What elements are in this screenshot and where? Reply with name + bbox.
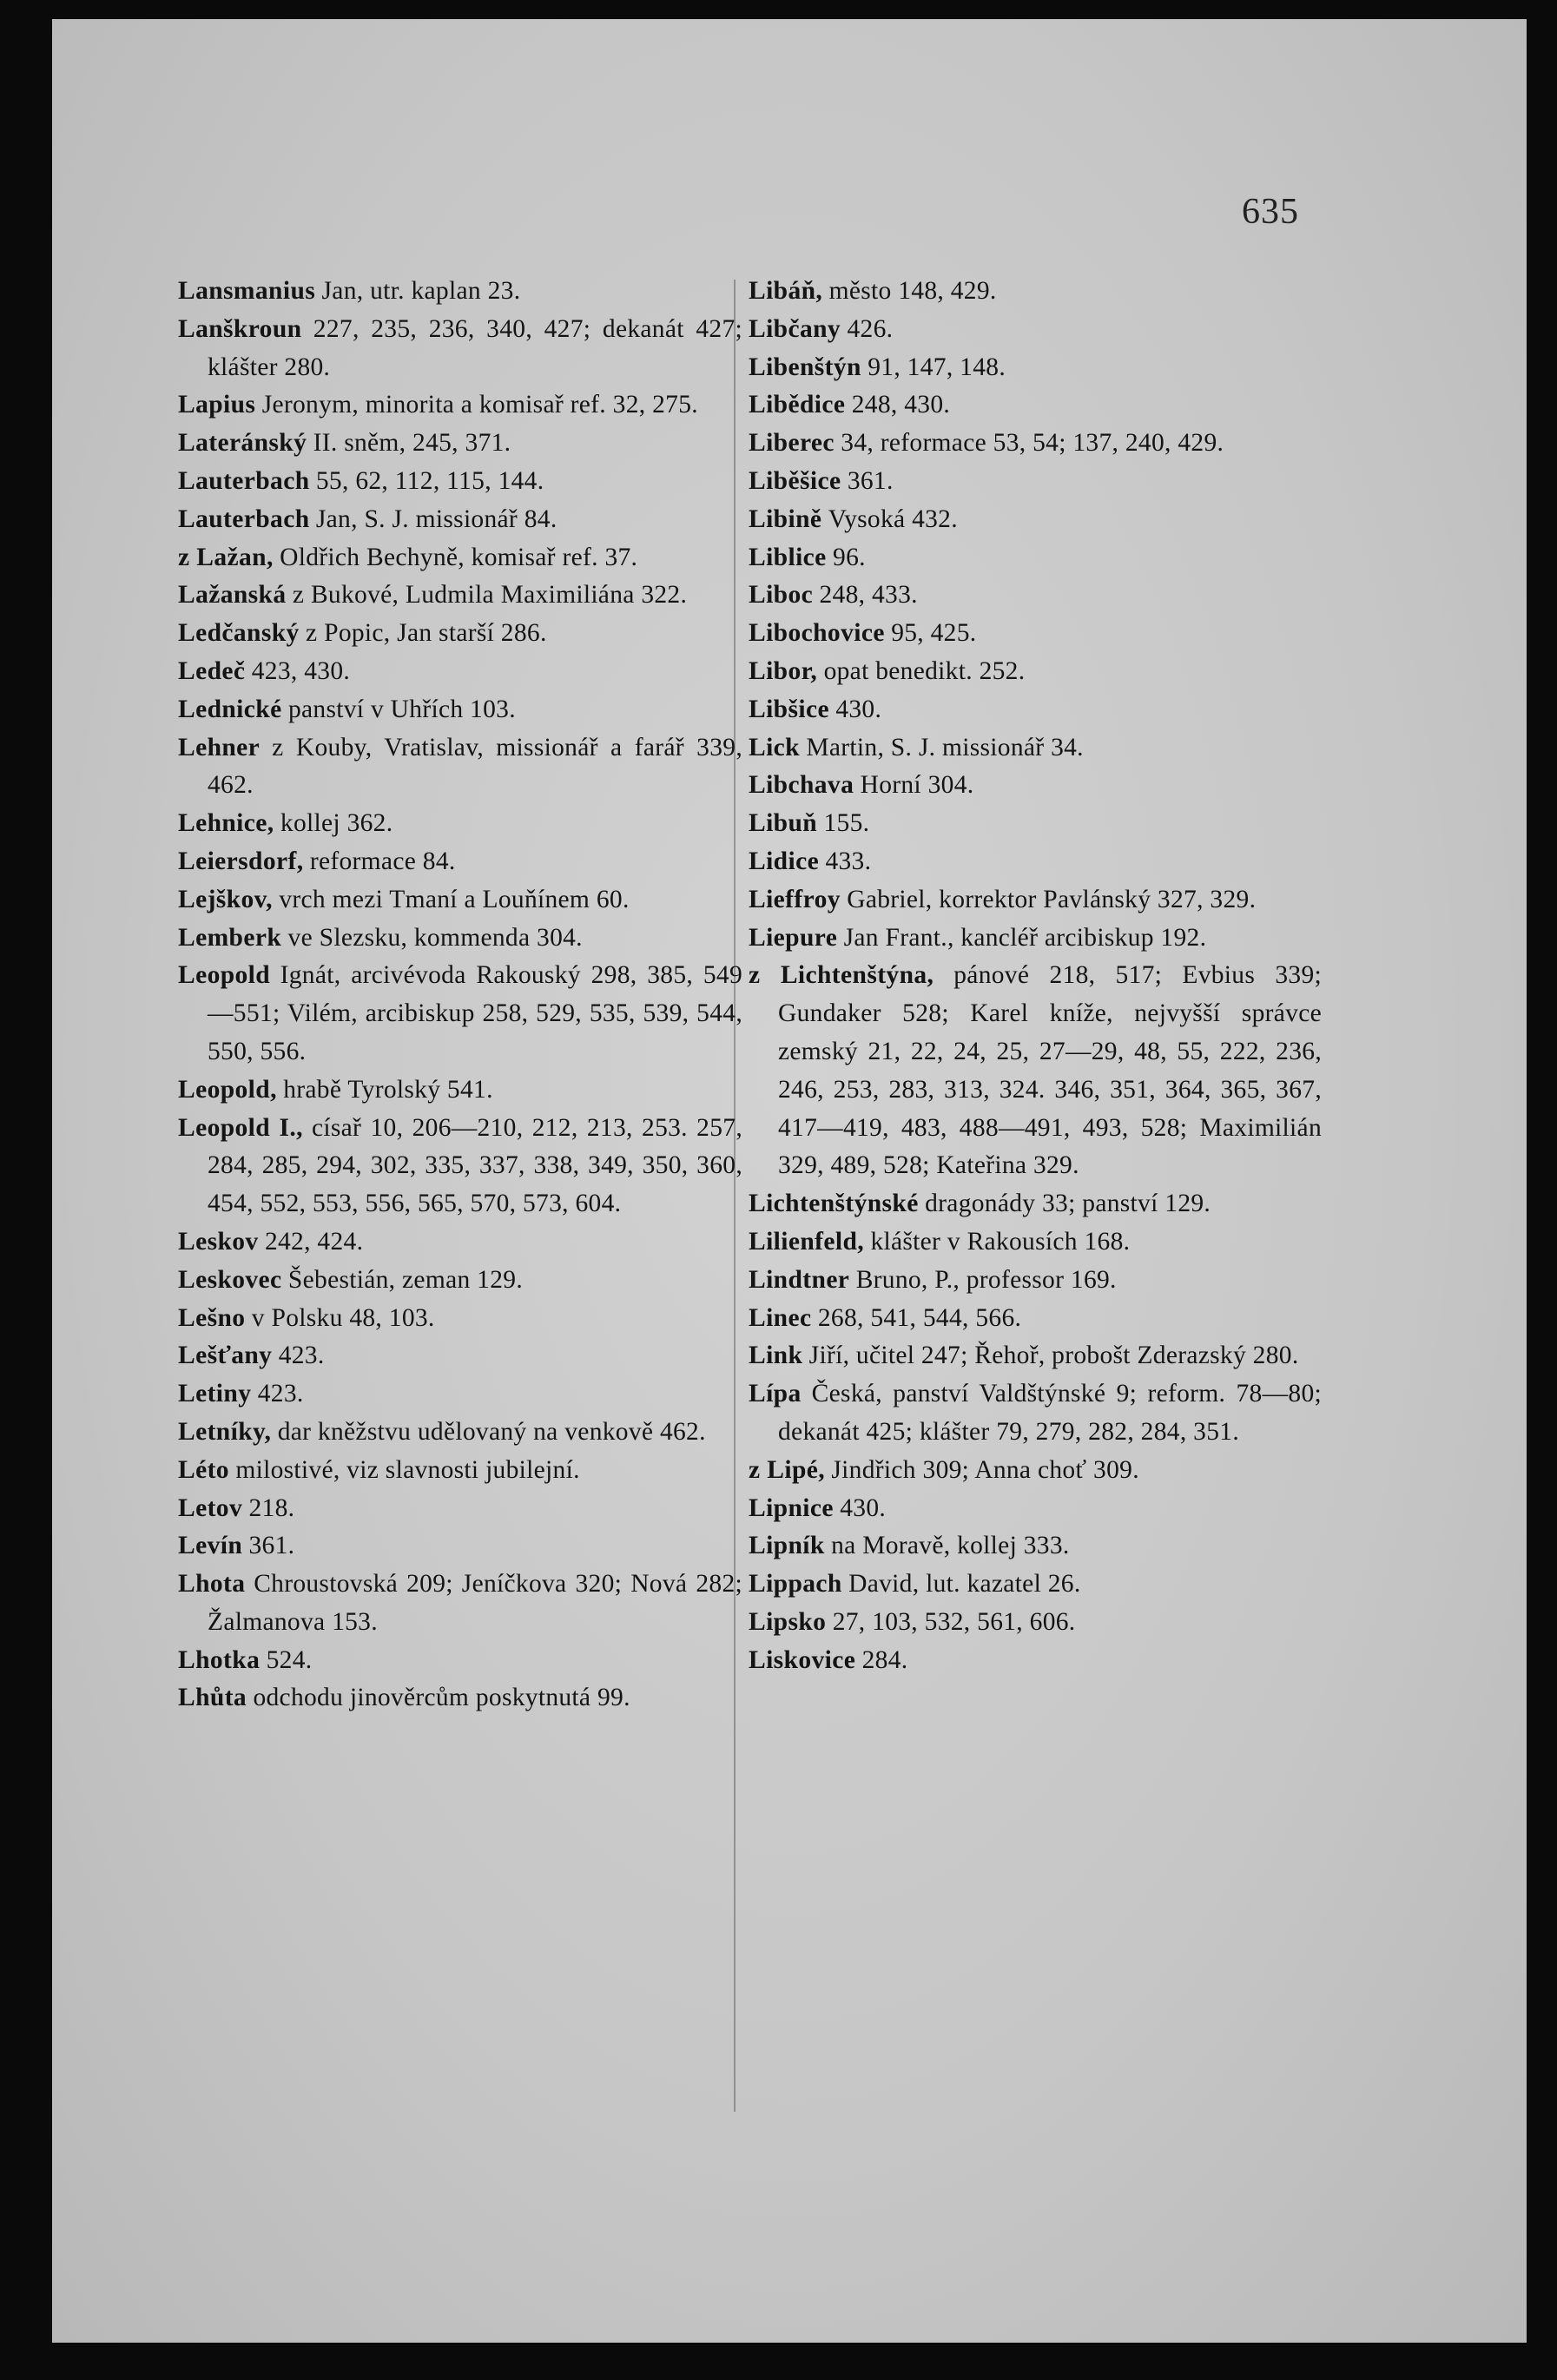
entry-references: Jan Frant., kancléř arcibiskup 192. (843, 923, 1207, 952)
entry-references: 248, 430. (851, 391, 951, 419)
index-entry (178, 1337, 742, 1375)
index-entry (178, 615, 742, 653)
index-entry (178, 425, 742, 463)
entry-references: Česká, panství Valdštýnské 9; reform. 78—80; dekanát 425; klášter 79, 279, 282, 284, 351. (778, 1380, 1323, 1446)
index-entry (749, 1223, 1322, 1262)
entry-references: 433. (825, 847, 872, 875)
entry-references: Horní 304. (860, 771, 974, 800)
entry-headword: Ledeč (178, 656, 246, 685)
entry-headword: Leopold, (178, 1075, 277, 1104)
entry-headword: Lieffroy (749, 885, 841, 913)
entry-references: 423. (257, 1380, 304, 1408)
index-column-right (749, 273, 1322, 1679)
entry-references: odchodu jinověrcům poskytnutá 99. (253, 1684, 630, 1712)
index-entry (749, 1337, 1322, 1375)
entry-headword: Lateránský (178, 429, 307, 458)
index-entry (178, 463, 742, 501)
page-number: 635 (1242, 192, 1299, 232)
entry-references: David, lut. kazatel 26. (848, 1570, 1081, 1599)
entry-headword: Libědice (749, 391, 846, 419)
index-entry (178, 1527, 742, 1566)
index-entry (749, 1262, 1322, 1300)
entry-headword: Lauterbach (178, 466, 310, 495)
index-entry (178, 1452, 742, 1490)
entry-headword: Letiny (178, 1380, 252, 1408)
index-entry (178, 691, 742, 729)
index-entry (749, 463, 1322, 501)
entry-headword: Levín (178, 1532, 243, 1560)
entry-references: císař 10, 206—210, 212, 213, 253. 257, 284, 285, 294, 302, 335, 337, 338, 349, 350, 360, 454, 552, 553, 556, 565, 570, 573, 604. (208, 1113, 742, 1218)
index-entry (178, 653, 742, 691)
index-entry (178, 577, 742, 615)
entry-headword: Leopold I., (178, 1113, 303, 1142)
entry-references: 430. (840, 1493, 887, 1522)
index-entry (178, 501, 742, 539)
entry-references: milostivé, viz slavnosti jubilejní. (235, 1455, 580, 1484)
index-entry (749, 920, 1322, 958)
entry-references: 227, 235, 236, 340, 427; dekanát 427; klášter 280. (208, 314, 743, 381)
entry-references: 95, 425. (891, 619, 977, 648)
entry-headword: Leiersdorf, (178, 847, 304, 875)
entry-references: dar kněžstvu udělovaný na venkově 462. (277, 1417, 706, 1446)
index-entry (749, 349, 1322, 387)
entry-headword: Lhůta (178, 1684, 247, 1712)
entry-references: 430. (835, 695, 882, 723)
entry-headword: Lípa (749, 1380, 802, 1408)
entry-headword: z Lažan, (178, 543, 274, 571)
index-entry (178, 1071, 742, 1110)
index-entry (749, 767, 1322, 805)
entry-references: Gabriel, korrektor Pavlánský 327, 329. (847, 885, 1257, 913)
index-entry (749, 425, 1322, 463)
entry-headword: Letníky, (178, 1417, 272, 1446)
index-entry (178, 273, 742, 311)
index-column-left (178, 273, 742, 1717)
index-entry (178, 1642, 742, 1680)
entry-references: 248, 433. (819, 581, 918, 610)
entry-headword: Léto (178, 1455, 229, 1484)
entry-references: z Bukové, Ludmila Maximiliána 322. (292, 581, 688, 610)
entry-headword: Libšice (749, 695, 829, 723)
entry-headword: Letov (178, 1493, 243, 1522)
entry-references: reformace 84. (309, 847, 456, 875)
entry-references: Jiří, učitel 247; Řehoř, probošt Zderazský 280. (808, 1342, 1299, 1370)
entry-references: II. sněm, 245, 371. (313, 429, 511, 458)
index-entry (749, 1566, 1322, 1604)
entry-references: Jan, S. J. missionář 84. (315, 504, 557, 533)
index-entry (178, 1262, 742, 1300)
entry-headword: Libině (749, 504, 822, 533)
entry-headword: Liboc (749, 581, 814, 610)
entry-references: 91, 147, 148. (868, 353, 1006, 381)
entry-headword: Lapius (178, 391, 256, 419)
index-entry (749, 729, 1322, 768)
entry-headword: Liběšice (749, 466, 841, 495)
entry-references: z Kouby, Vratislav, missionář a farář 339, 462. (208, 733, 742, 800)
column-divider (734, 280, 736, 2112)
entry-headword: Libchava (749, 771, 854, 800)
entry-headword: Lipník (749, 1532, 825, 1560)
index-entry (749, 1642, 1322, 1680)
index-entry (749, 1375, 1322, 1452)
entry-headword: Link (749, 1342, 803, 1370)
index-entry (178, 386, 742, 425)
entry-headword: Lejškov, (178, 885, 273, 913)
entry-references: Chroustovská 209; Jeníčkova 320; Nová 282; Žalmanova 153. (208, 1570, 743, 1636)
index-entry (178, 957, 742, 1071)
entry-references: Oldřich Bechyně, komisař ref. 37. (280, 543, 638, 571)
index-entry (749, 501, 1322, 539)
entry-headword: Lippach (749, 1570, 842, 1599)
entry-references: město 148, 429. (828, 277, 997, 305)
entry-headword: Liberec (749, 429, 835, 458)
entry-references: 242, 424. (264, 1227, 364, 1256)
entry-references: 426. (847, 314, 894, 343)
entry-references: 361. (248, 1532, 295, 1560)
entry-references: 27, 103, 532, 561, 606. (832, 1607, 1076, 1636)
index-entry (749, 691, 1322, 729)
entry-references: kollej 362. (280, 809, 393, 838)
entry-headword: Lešťany (178, 1342, 273, 1370)
entry-references: Jindřich 309; Anna choť 309. (831, 1455, 1139, 1484)
entry-references: Jeronym, minorita a komisař ref. 32, 275. (261, 391, 698, 419)
entry-headword: Lidice (749, 847, 820, 875)
entry-references: Bruno, P., professor 169. (855, 1265, 1117, 1294)
book-page (52, 19, 1527, 2343)
index-entry (178, 539, 742, 577)
entry-references: 361. (847, 466, 894, 495)
index-entry (749, 311, 1322, 349)
index-entry (749, 653, 1322, 691)
entry-headword: Leskovec (178, 1265, 282, 1294)
index-entry (178, 1566, 742, 1642)
index-entry (749, 386, 1322, 425)
entry-headword: Libčany (749, 314, 841, 343)
entry-references: z Popic, Jan starší 286. (306, 619, 547, 648)
entry-headword: Libuň (749, 809, 818, 838)
entry-headword: Lažanská (178, 581, 287, 610)
entry-references: Martin, S. J. missionář 34. (806, 733, 1084, 761)
index-entry (178, 1679, 742, 1717)
entry-headword: Libor, (749, 656, 818, 685)
index-entry (749, 1490, 1322, 1528)
entry-headword: Lešno (178, 1303, 246, 1332)
entry-headword: Libáň, (749, 277, 823, 305)
index-entry (178, 1223, 742, 1262)
index-entry (749, 1527, 1322, 1566)
index-entry (178, 1300, 742, 1338)
entry-headword: Lilienfeld, (749, 1227, 865, 1256)
entry-references: klášter v Rakousích 168. (870, 1227, 1131, 1256)
entry-references: vrch mezi Tmaní a Louňínem 60. (279, 885, 630, 913)
index-entry (749, 615, 1322, 653)
entry-headword: z Lipé, (749, 1455, 826, 1484)
index-entry (178, 1414, 742, 1452)
entry-headword: Liskovice (749, 1645, 856, 1674)
entry-references: panství v Uhřích 103. (287, 695, 516, 723)
entry-references: hrabě Tyrolský 541. (283, 1075, 493, 1104)
index-entry (178, 920, 742, 958)
entry-headword: Linec (749, 1303, 812, 1332)
entry-headword: Lindtner (749, 1265, 850, 1294)
entry-references: na Moravě, kollej 333. (831, 1532, 1070, 1560)
entry-references: Ignát, arcivévoda Rakouský 298, 385, 549—551; Vilém, arcibiskup 258, 529, 535, 539, 544, 550, 556. (208, 961, 743, 1065)
entry-headword: Lick (749, 733, 800, 761)
entry-references: 284. (861, 1645, 908, 1674)
index-entry (749, 957, 1322, 1185)
entry-headword: Lichtenštýnské (749, 1190, 919, 1218)
entry-references: 55, 62, 112, 115, 144. (315, 466, 544, 495)
entry-references: 96. (833, 543, 866, 571)
entry-references: 524. (266, 1645, 313, 1674)
entry-references: Jan, utr. kaplan 23. (321, 277, 521, 305)
index-entry (178, 805, 742, 843)
index-entry (749, 539, 1322, 577)
entry-references: 268, 541, 544, 566. (817, 1303, 1022, 1332)
entry-references: 155. (823, 809, 870, 838)
entry-headword: Libenštýn (749, 353, 861, 381)
entry-headword: Lehner (178, 733, 261, 761)
entry-headword: Liblice (749, 543, 827, 571)
index-entry (178, 1490, 742, 1528)
entry-headword: Lehnice, (178, 809, 274, 838)
index-entry (178, 1375, 742, 1414)
entry-references: 34, reformace 53, 54; 137, 240, 429. (841, 429, 1224, 458)
entry-headword: Lauterbach (178, 504, 310, 533)
index-entry (749, 881, 1322, 920)
index-entry (178, 1110, 742, 1223)
entry-headword: Liepure (749, 923, 838, 952)
entry-headword: Ledčanský (178, 619, 300, 648)
entry-headword: Lhota (178, 1570, 246, 1599)
index-entry (178, 881, 742, 920)
entry-references: opat benedikt. 252. (823, 656, 1026, 685)
entry-references: 218. (248, 1493, 295, 1522)
entry-references: ve Slezsku, kommenda 304. (287, 923, 583, 952)
index-entry (749, 1185, 1322, 1223)
entry-references: Šebestián, zeman 129. (287, 1265, 524, 1294)
entry-references: Vysoká 432. (828, 504, 958, 533)
entry-headword: Lhotka (178, 1645, 261, 1674)
entry-headword: Leskov (178, 1227, 259, 1256)
entry-references: 423, 430. (251, 656, 351, 685)
index-entry (749, 805, 1322, 843)
index-entry (749, 577, 1322, 615)
entry-headword: Lanškroun (178, 314, 302, 343)
index-entry (178, 843, 742, 881)
entry-references: 423. (278, 1342, 325, 1370)
entry-references: v Polsku 48, 103. (251, 1303, 435, 1332)
index-entry (749, 843, 1322, 881)
entry-references: dragonády 33; panství 129. (925, 1190, 1211, 1218)
index-entry (178, 729, 742, 806)
index-entry (749, 1300, 1322, 1338)
index-entry (749, 273, 1322, 311)
index-entry (749, 1452, 1322, 1490)
index-entry (178, 311, 742, 387)
entry-headword: Lednické (178, 695, 282, 723)
entry-headword: Lipnice (749, 1493, 834, 1522)
entry-headword: Libochovice (749, 619, 885, 648)
entry-references: pánové 218, 517; Evbius 339; Gundaker 528; Karel kníže, nejvyšší správce zemský 21, 22, 24, 25, 27—29, 48, 55, 222, 236, 246, 253, 283, 313, 324. 346, 351, 364, 365, 367, 417—419, 483, 488—491, 493, 528; Maximilián 329, 489, 528; Kateřina 329. (778, 961, 1323, 1180)
entry-headword: Lemberk (178, 923, 282, 952)
entry-headword: Lansmanius (178, 277, 316, 305)
index-entry (749, 1604, 1322, 1642)
entry-headword: Lipsko (749, 1607, 827, 1636)
entry-headword: z Lichtenštýna, (749, 961, 934, 990)
entry-headword: Leopold (178, 961, 271, 990)
